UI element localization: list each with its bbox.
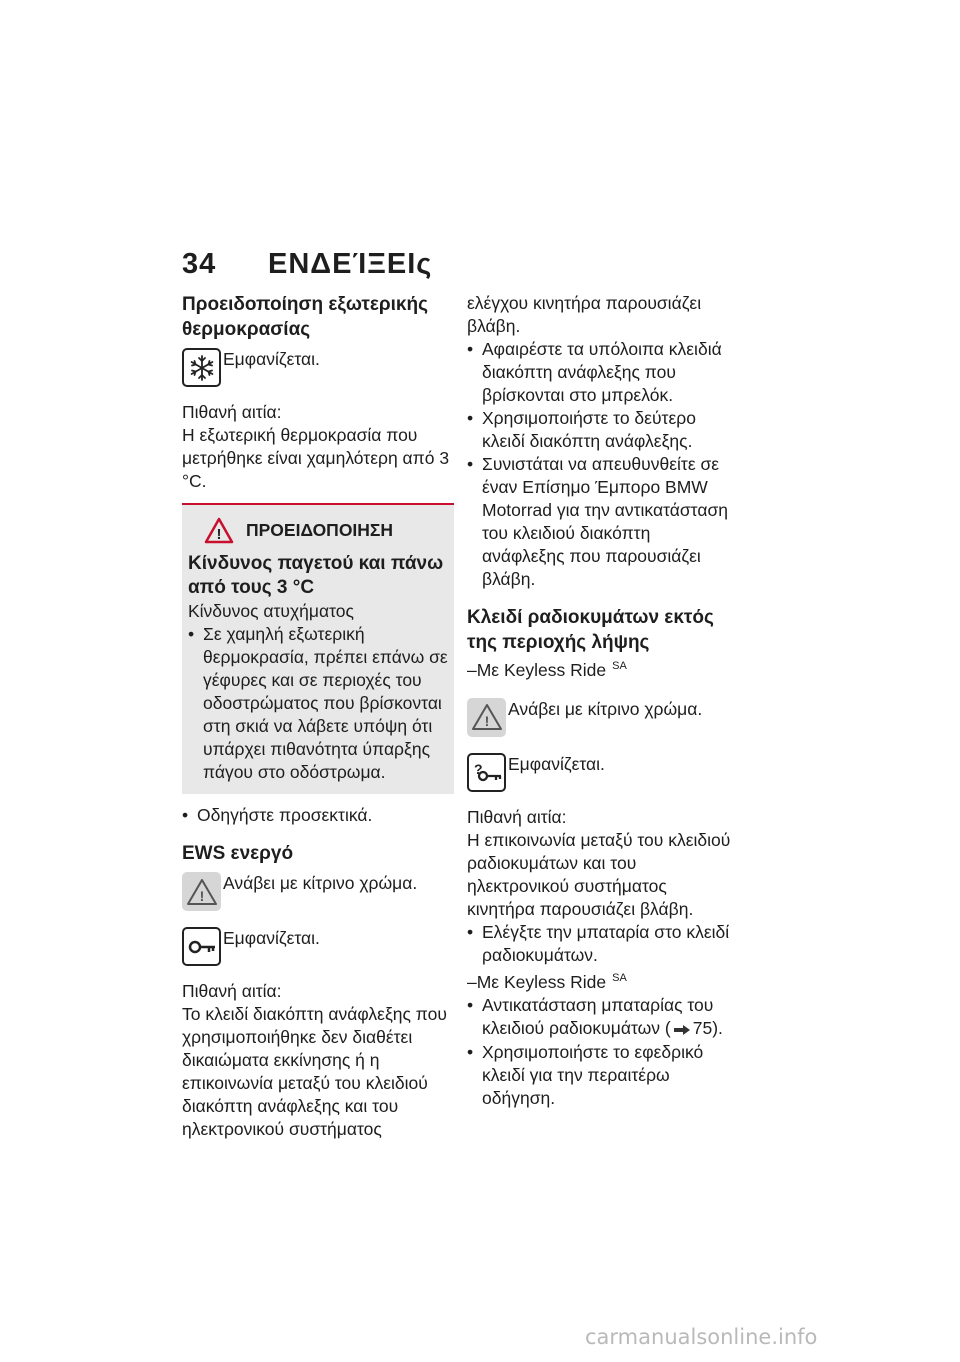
indicator-row [182, 927, 452, 966]
warning-light-icon [467, 698, 506, 737]
indicator-text: Εμφανίζεται. [223, 928, 320, 948]
indicator-row [182, 348, 452, 387]
list-item: • Ελέγξτε την μπαταρία στο κλειδί ραδιοκυμάτων. [467, 921, 737, 967]
left-column [182, 292, 452, 1141]
cause-continued: ελέγχου κινητήρα παρουσιάζει βλάβη. [467, 293, 702, 336]
indicator-text: Εμφανίζεται. [508, 753, 605, 774]
option-line [467, 655, 737, 682]
page-ref-arrow-icon[interactable] [674, 1018, 690, 1041]
option-text: –Με Keyless Ride [467, 659, 607, 680]
warning-light-icon [182, 872, 221, 911]
list-item: • Χρησιμοποιήστε το εφεδρικό κλειδί για την περαιτέρω οδήγηση. [467, 1041, 737, 1110]
warning-subtitle: Κίνδυνος παγετού και πάνω από τους 3 °C [188, 553, 444, 598]
chapter-title: ΕΝΔΕΊΞΕΙς [268, 248, 433, 280]
snowflake-icon [182, 348, 221, 387]
section-title-radio-key: Κλειδί ραδιοκυμάτων εκτός της περιοχής λήψης [467, 607, 714, 653]
warning-box [182, 503, 454, 794]
page-ref-link[interactable]: 75 [692, 1017, 713, 1038]
warning-header [204, 517, 448, 544]
sa-badge: SA [612, 660, 627, 672]
watermark: carmanualsonline.info [585, 1325, 818, 1349]
cause-text: Η επικοινωνία μεταξύ του κλειδιού ραδιοκυμάτων και του ηλεκτρονικού συστήματος κινητήρα παρουσιάζει βλάβη. [467, 829, 731, 919]
page-header [182, 248, 432, 281]
warning-label: ΠΡΟΕΙΔΟΠΟΙΗΣΗ [246, 520, 394, 540]
svg-text:!: ! [484, 713, 489, 730]
warning-triangle-icon [204, 517, 234, 544]
list-item: • Συνιστάται να απευθυνθείτε σε έναν Επίσημο Έμπορο BMW Motorrad για την αντικατάσταση του κλειδιού διακόπτη ανάφλεξης που παρουσιάζει βλάβη. [467, 453, 737, 591]
list-item [467, 994, 737, 1041]
warning-bullet: • Σε χαμηλή εξωτερική θερμοκρασία, πρέπει επάνω σε γέφυρες και σε περιοχές του οδοστρώματος που βρίσκονται στη σκιά να λάβετε υπόψη ότι υπάρχει πιθανότητα ύπαρξης πάγου στο οδόστρωμα. [188, 623, 448, 784]
indicator-text: Εμφανίζεται. [223, 349, 320, 369]
section-title-ews: EWS ενεργό [182, 843, 294, 864]
cause-label: Πιθανή αιτία: [467, 806, 567, 827]
cause-text: Το κλειδί διακόπτη ανάφλεξης που χρησιμοποιήθηκε δεν διαθέτει δικαιώματα εκκίνησης ή η επικοινωνία μεταξύ του κλειδιού διακόπτη ανάφλεξης και του ηλεκτρονικού συστήματος [182, 1004, 447, 1139]
indicator-row [467, 753, 737, 792]
indicator-row [182, 872, 452, 911]
list-item: • Χρησιμοποιήστε το δεύτερο κλειδί διακόπτη ανάφλεξης. [467, 407, 737, 453]
svg-text:!: ! [199, 887, 204, 904]
section-title-temperature: Προειδοποίηση εξωτερικής θερμοκρασίας [182, 294, 428, 340]
svg-text:!: ! [216, 526, 222, 543]
svg-text:?: ? [473, 761, 483, 778]
cause-label: Πιθανή αιτία: [182, 981, 282, 1001]
key-icon [182, 927, 221, 966]
list-item: • Αφαιρέστε τα υπόλοιπα κλειδιά διακόπτη ανάφλεξης που βρίσκονται στο μπρελόκ. [467, 338, 737, 407]
option-text: –Με Keyless Ride [467, 971, 607, 992]
page-number: 34 [182, 248, 217, 280]
indicator-row [467, 698, 737, 737]
cause-label: Πιθανή αιτία: [182, 402, 282, 422]
list-item-text: Αντικατάσταση μπαταρίας του κλειδιού ραδιοκυμάτων ( [482, 994, 714, 1038]
warning-risk: Κίνδυνος ατυχήματος [188, 601, 354, 621]
cause-text: Η εξωτερική θερμοκρασία που μετρήθηκε είναι χαμηλότερη από 3 °C. [182, 425, 450, 491]
list-item-text: ). [712, 1017, 723, 1038]
indicator-text: Ανάβει με κίτρινο χρώμα. [508, 698, 703, 719]
right-column [467, 292, 737, 1110]
indicator-text: Ανάβει με κίτρινο χρώμα. [223, 873, 418, 893]
sa-badge: SA [612, 971, 627, 984]
option-line [467, 967, 737, 994]
list-item: • Οδηγήστε προσεκτικά. [182, 804, 452, 827]
key-question-icon [467, 753, 506, 792]
